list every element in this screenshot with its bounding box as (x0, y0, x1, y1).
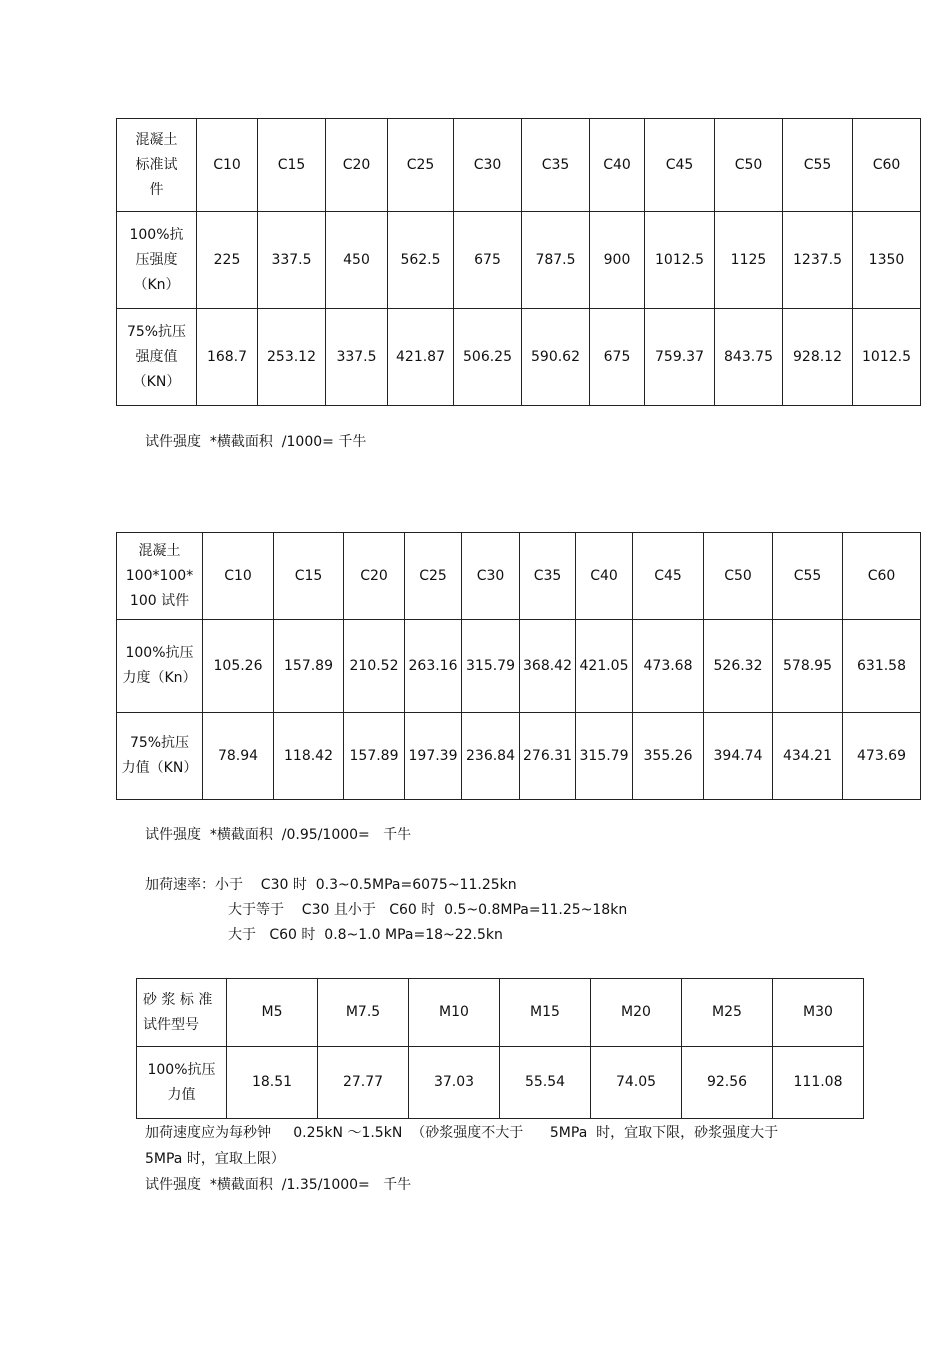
grade-cell: C35 (522, 119, 590, 212)
grade-cell: C20 (344, 533, 405, 620)
value-cell: 1237.5 (783, 212, 853, 309)
value-cell: 253.12 (258, 309, 326, 406)
value-cell: 526.32 (704, 620, 773, 713)
grade-cell: C30 (454, 119, 522, 212)
value-cell: 337.5 (258, 212, 326, 309)
value-cell: 18.51 (227, 1047, 318, 1119)
grade-cell: C20 (326, 119, 388, 212)
value-cell: 394.74 (704, 713, 773, 800)
value-cell: 210.52 (344, 620, 405, 713)
value-cell: 590.62 (522, 309, 590, 406)
value-cell: 675 (454, 212, 522, 309)
grade-cell: M10 (409, 979, 500, 1047)
value-cell: 105.26 (203, 620, 274, 713)
table-header-row (137, 979, 864, 1047)
value-cell: 473.68 (633, 620, 704, 713)
value-cell: 74.05 (591, 1047, 682, 1119)
value-cell: 157.89 (344, 713, 405, 800)
row-label: 75%抗压 强度值 （KN） (117, 309, 197, 406)
value-cell: 675 (590, 309, 645, 406)
value-cell: 506.25 (454, 309, 522, 406)
row-label: 砂 浆 标 准 试件型号 (137, 979, 227, 1047)
mortar-loading-note-line-2: 5MPa 时，宜取上限） (145, 1151, 285, 1167)
grade-cell: M25 (682, 979, 773, 1047)
value-cell: 111.08 (773, 1047, 864, 1119)
grade-cell: M7.5 (318, 979, 409, 1047)
row-label: 100%抗压 力度（Kn） (117, 620, 203, 713)
mortar-standard-table (136, 978, 864, 1119)
value-cell: 225 (197, 212, 258, 309)
grade-cell: C50 (704, 533, 773, 620)
formula-note-1: 试件强度 *横截面积 /1000= 千牛 (145, 434, 367, 450)
grade-cell: M5 (227, 979, 318, 1047)
value-cell: 562.5 (388, 212, 454, 309)
value-cell: 78.94 (203, 713, 274, 800)
value-cell: 787.5 (522, 212, 590, 309)
table-row (117, 212, 921, 309)
formula-note-2: 试件强度 *横截面积 /0.95/1000= 千牛 (145, 827, 412, 843)
grade-cell: C45 (633, 533, 704, 620)
value-cell: 421.87 (388, 309, 454, 406)
value-cell: 276.31 (520, 713, 576, 800)
value-cell: 843.75 (715, 309, 783, 406)
value-cell: 157.89 (274, 620, 344, 713)
grade-cell: C10 (197, 119, 258, 212)
formula-note-3: 试件强度 *横截面积 /1.35/1000= 千牛 (145, 1177, 412, 1193)
value-cell: 928.12 (783, 309, 853, 406)
grade-cell: C15 (258, 119, 326, 212)
value-cell: 355.26 (633, 713, 704, 800)
value-cell: 263.16 (405, 620, 462, 713)
value-cell: 337.5 (326, 309, 388, 406)
loading-rate-line-2: 大于等于 C30 且小于 C60 时 0.5~0.8MPa=11.25~18kn (228, 902, 628, 918)
grade-cell: C55 (773, 533, 843, 620)
grade-cell: C35 (520, 533, 576, 620)
value-cell: 631.58 (843, 620, 921, 713)
mortar-loading-note-line-1: 加荷速度应为每秒钟 0.25kN ～1.5kN （砂浆强度不大于 5MPa 时，宜取下限，砂浆强度大于 (145, 1125, 779, 1141)
value-cell: 197.39 (405, 713, 462, 800)
table-row (117, 620, 921, 713)
value-cell: 450 (326, 212, 388, 309)
row-label: 混凝土 100*100* 100 试件 (117, 533, 203, 620)
table-row (117, 309, 921, 406)
grade-cell: C50 (715, 119, 783, 212)
row-label: 75%抗压 力值（KN） (117, 713, 203, 800)
row-label: 100%抗 压强度 （Kn） (117, 212, 197, 309)
grade-cell: C15 (274, 533, 344, 620)
value-cell: 434.21 (773, 713, 843, 800)
grade-cell: C10 (203, 533, 274, 620)
table-row (137, 1047, 864, 1119)
grade-cell: M30 (773, 979, 864, 1047)
value-cell: 315.79 (462, 620, 520, 713)
grade-cell: C55 (783, 119, 853, 212)
grade-cell: C40 (590, 119, 645, 212)
loading-rate-line-3: 大于 C60 时 0.8~1.0 MPa=18~22.5kn (228, 927, 503, 943)
value-cell: 1125 (715, 212, 783, 309)
concrete-100mm-table (116, 532, 921, 800)
value-cell: 1012.5 (853, 309, 921, 406)
table-row (117, 713, 921, 800)
value-cell: 55.54 (500, 1047, 591, 1119)
value-cell: 759.37 (645, 309, 715, 406)
concrete-standard-table (116, 118, 921, 406)
value-cell: 236.84 (462, 713, 520, 800)
grade-cell: M15 (500, 979, 591, 1047)
row-label: 100%抗压 力值 (137, 1047, 227, 1119)
grade-cell: C30 (462, 533, 520, 620)
grade-cell: C60 (853, 119, 921, 212)
value-cell: 168.7 (197, 309, 258, 406)
grade-cell: C40 (576, 533, 633, 620)
value-cell: 315.79 (576, 713, 633, 800)
value-cell: 92.56 (682, 1047, 773, 1119)
grade-cell: M20 (591, 979, 682, 1047)
value-cell: 368.42 (520, 620, 576, 713)
value-cell: 27.77 (318, 1047, 409, 1119)
grade-cell: C45 (645, 119, 715, 212)
grade-cell: C25 (388, 119, 454, 212)
value-cell: 473.69 (843, 713, 921, 800)
value-cell: 421.05 (576, 620, 633, 713)
loading-rate-line-1: 加荷速率：小于 C30 时 0.3~0.5MPa=6075~11.25kn (145, 877, 517, 893)
row-label: 混凝土 标准试 件 (117, 119, 197, 212)
value-cell: 578.95 (773, 620, 843, 713)
grade-cell: C25 (405, 533, 462, 620)
value-cell: 900 (590, 212, 645, 309)
value-cell: 1012.5 (645, 212, 715, 309)
value-cell: 1350 (853, 212, 921, 309)
value-cell: 37.03 (409, 1047, 500, 1119)
table-header-row (117, 533, 921, 620)
table-header-row (117, 119, 921, 212)
grade-cell: C60 (843, 533, 921, 620)
value-cell: 118.42 (274, 713, 344, 800)
